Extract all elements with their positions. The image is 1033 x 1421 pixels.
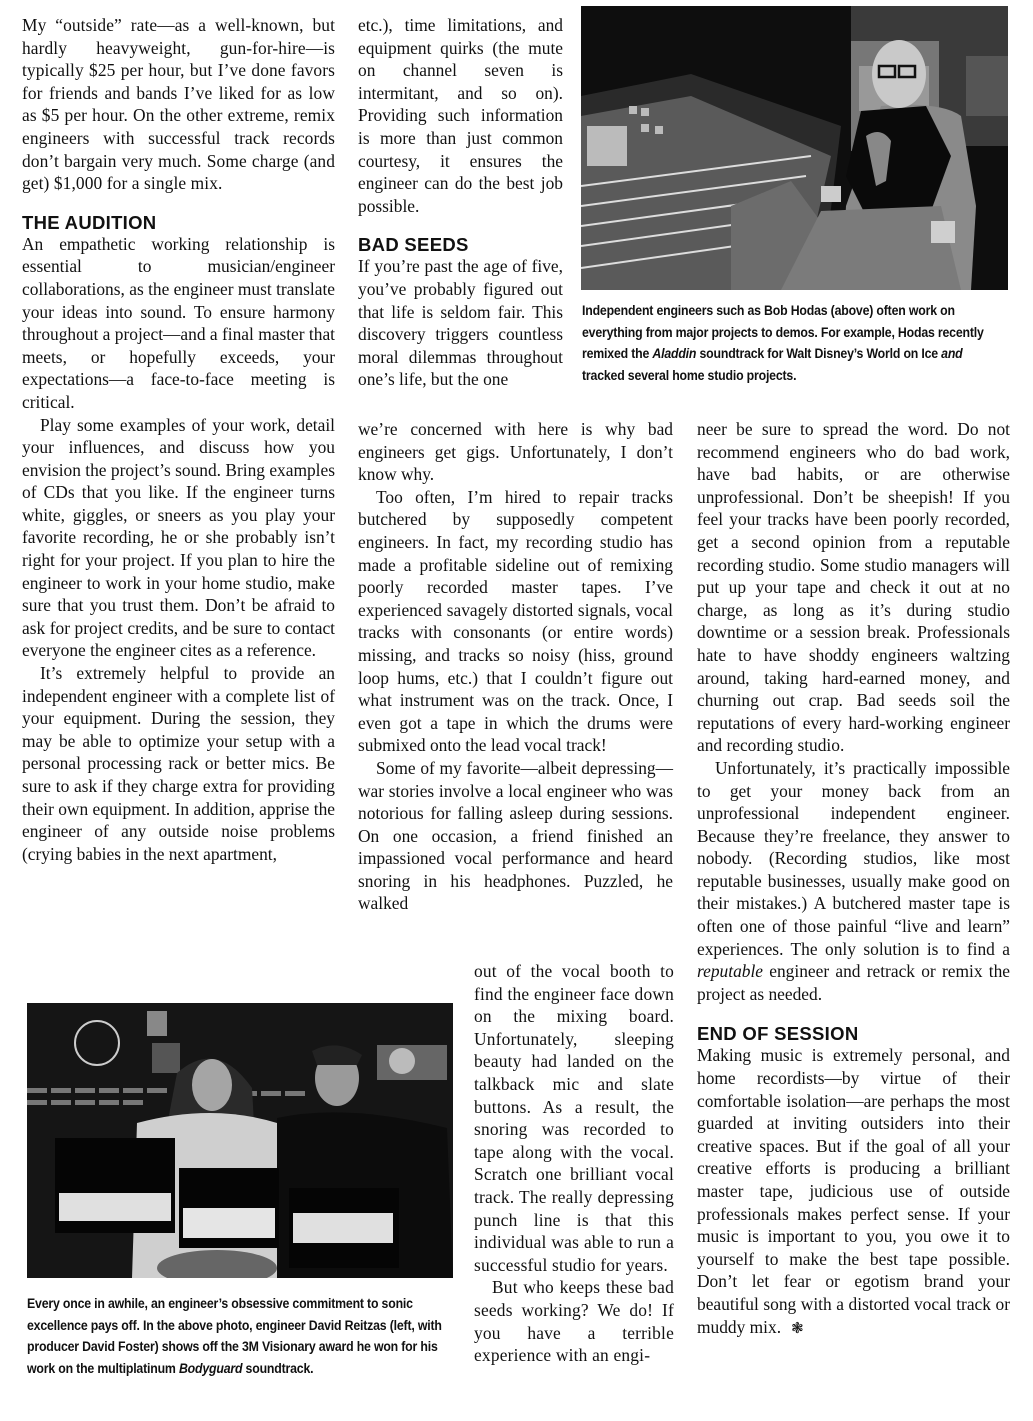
column-2-intro: etc.), time limitations, and equipment quirks (the mute on channel seven is intermitant, and so on). Providing such information is more than just common courtesy, it ensures the engineer can do the best job possible. bbox=[358, 15, 563, 216]
heading-end-of-session: END OF SESSION bbox=[697, 1023, 859, 1045]
heading-the-audition: THE AUDITION bbox=[22, 211, 157, 233]
paragraph: Making music is extremely personal, and home recordists—by virtue of their comfortable isolation—are perhaps the most guarded at inviting outsiders into their creative spaces. But if the goal of all your creative efforts is producing a brilliant master tape, judicious use of outside professionals makes perfect sense. If your music is important to you, you owe it to yourself to make the best tape possible. Don’t let fear or egotism brand your beautiful song with a distorted vocal track or muddy mix. ❃ bbox=[697, 1045, 1010, 1337]
paragraph: Unfortunately, it’s practically impossible to get your money back from an unprofessional independent engineer. Because they’re freelance, they answer to nobody. (Recording studios, like most reputable businesses, usually make good on their mistakes.) A butchered master tape is often one of those painful “live and learn” experiences. The only solution is to find a reputable engineer and retrack or remix the project as needed. bbox=[697, 757, 1010, 1004]
paragraph: An empathetic working relationship is essential to musician/engineer collaborations, as the engineer must translate your ideas into sound. To ensure harmony throughout a project—and a final master that meets, or hopefully exceeds, your expectations—a face-to-face meeting is critical. bbox=[22, 233, 335, 412]
photo-bottom-caption: Every once in awhile, an engineer’s obsessive commitment to sonic excellence pays off. In the above photo, engineer David Reitzas (left, with producer David Foster) shows off the 3M Visionary award he won for his work on the multiplatinum Bodyguard soundtrack. bbox=[27, 1296, 442, 1376]
emphasis-reputable: reputable bbox=[697, 961, 764, 982]
photo-top-caption: Independent engineers such as Bob Hodas (above) often work on everything from major projects to demos. For example, Hodas recently remixed the Aladdin soundtrack for Walt Disney’s World on Ice and tracked several home studio projects. bbox=[582, 303, 984, 383]
photo-engineer-at-console bbox=[581, 6, 1008, 290]
column-1-intro: My “outside” rate—as a well-known, but hardly heavyweight, gun-for-hire—is typically $25 per hour, but I’ve done favors for friends and bands I’ve liked for as low as $5 per hour. On the other extreme, remix engineers with successful track records don’t bargain very much. Some charge (and get) $1,000 for a single mix. bbox=[22, 15, 335, 194]
paragraph: But who keeps these bad seeds working? We do! If you have a terrible experience with an engi- bbox=[474, 1277, 674, 1366]
award-photo-illustration bbox=[27, 1003, 453, 1278]
title-bodyguard: Bodyguard bbox=[178, 1360, 243, 1376]
paragraph: neer be sure to spread the word. Do not recommend engineers who do bad work, have bad habits, or are otherwise unprofessional. Don’t be sheepish! If you feel your tracks have been poorly recorded, get a second opinion from a reputable recording studio. Some studio managers will put up your tape and check it out at no charge, as long as it’s during studio downtime or a session break. Professionals hate to have shoddy engineers waltzing around, taking hard-earned money, and churning out crap. Bad seeds soil the reputations of every hard-working engineer and recording studio. bbox=[697, 419, 1010, 756]
paragraph: Play some examples of your work, detail your influences, and discuss how you envision the project’s sound. Bring examples of CDs that you like. If the engineer turns white, giggles, or sneers as you play your favorite recording, he or she probably isn’t right for your project. If you plan to hire the engineer to work in your home studio, make sure that you trust them. Don’t be afraid to ask for project credits, and be sure to contact everyone the engineer cites as a reference. bbox=[22, 414, 335, 661]
paragraph: Too often, I’m hired to repair tracks butchered by supposedly competent engineers. In fact, my recording studio has made a profitable sideline out of remixing poorly recorded master tapes. I’ve experienced savagely distorted signals, vocal tracks with consonants (or entire words) missing, and tracks so noisy (hiss, ground loop hums, etc.) that I couldn’t figure out what instrument was on the track. Once, I even got a tape in which the drums were submixed onto the lead vocal track! bbox=[358, 486, 673, 756]
paragraph: It’s extremely helpful to provide an independent engineer with a complete list of your equipment. During the session, they may be able to optimize your setup with a personal processing rack or better mics. Be sure to ask if they charge extra for providing their own equipment. In addition, apprise the engineer of any outside noise problems (crying babies in the next apartment, bbox=[22, 663, 335, 864]
paragraph: we’re concerned with here is why bad engineers get gigs. Unfortunately, I don’t know why. bbox=[358, 419, 673, 485]
column-3 bbox=[697, 418, 1010, 1339]
paragraph: Some of my favorite—albeit depressing—war stories involve a local engineer who was notorious for falling asleep during sessions. On one occasion, a friend finished an impassioned vocal performance and heard snoring in his headphones. Puzzled, he walked bbox=[358, 757, 673, 914]
console-photo-illustration bbox=[581, 6, 1008, 290]
heading-bad-seeds: BAD SEEDS bbox=[358, 234, 469, 256]
column-2-middle bbox=[358, 418, 673, 915]
photo-award-winners bbox=[27, 1003, 453, 1278]
end-of-article-icon: ❃ bbox=[791, 1318, 804, 1337]
column-1 bbox=[22, 14, 335, 865]
emphasis-and: and bbox=[941, 346, 963, 361]
paragraph: out of the vocal booth to find the engineer face down on the mixing board. Unfortunately, sleeping beauty had landed on the talkback mic and slate buttons. As a result, the snoring was recorded to tape along with the vocal. Scratch one brilliant vocal track. The really depressing punch line is that this individual was able to run a successful studio for years. bbox=[474, 961, 674, 1275]
column-2-lower bbox=[474, 960, 674, 1367]
column-2-upper bbox=[358, 14, 563, 391]
paragraph: If you’re past the age of five, you’ve probably figured out that life is seldom fair. This discovery triggers countless moral dilemmas throughout one’s life, but the one bbox=[358, 256, 563, 390]
title-aladdin: Aladdin bbox=[652, 346, 697, 361]
